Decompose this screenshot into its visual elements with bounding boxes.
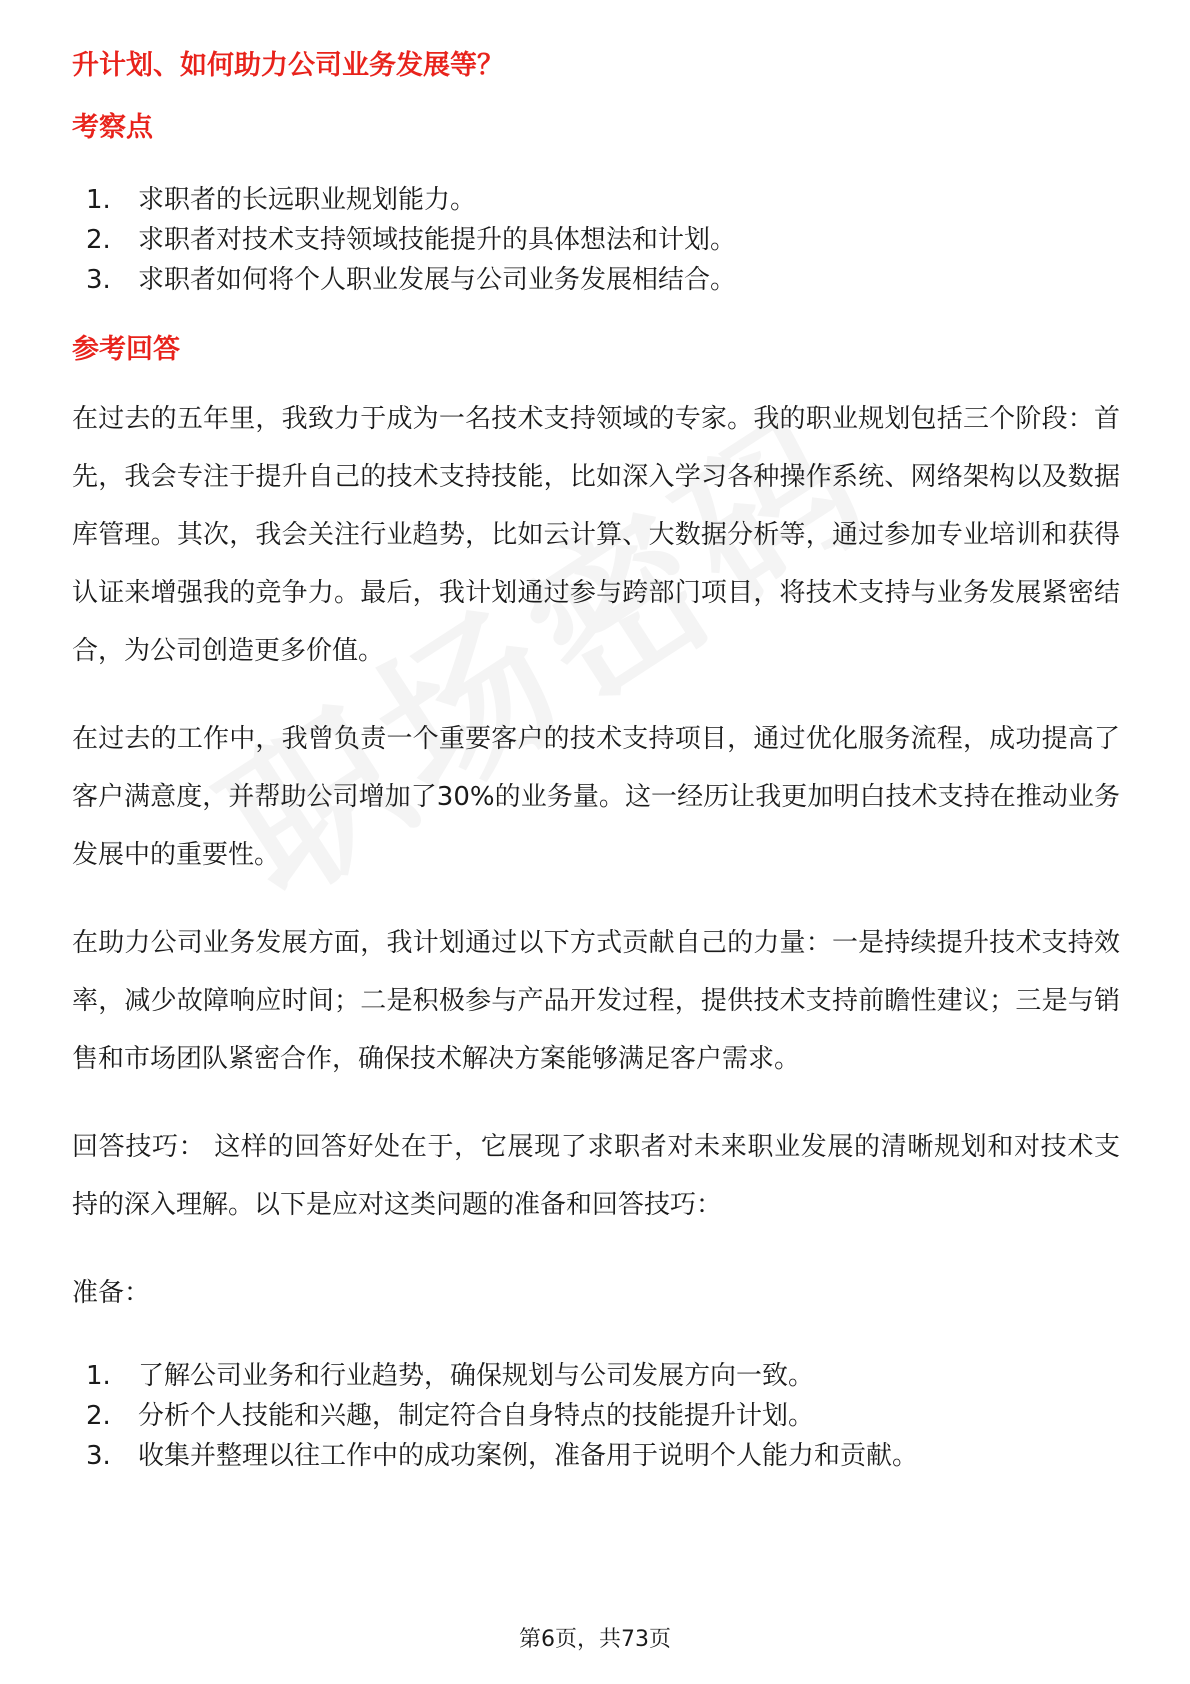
list-item <box>72 260 1120 300</box>
list-item-text: 收集并整理以往工作中的成功案例，准备用于说明个人能力和贡献。 <box>138 1441 919 1471</box>
list-number: 3. <box>86 265 111 295</box>
answer-paragraph: 在助力公司业务发展方面，我计划通过以下方式贡献自己的力量：一是持续提升技术支持效率，减少故障响应时间；二是积极参与产品开发过程，提供技术支持前瞻性建议；三是与销售和市场团队紧密合作，确保技术解决方案能够满足客户需求。 <box>72 928 1120 1074</box>
prep-list <box>72 1356 1120 1476</box>
prep-label: 准备： <box>72 1278 151 1308</box>
list-item-text: 求职者的长远职业规划能力。 <box>138 185 477 215</box>
list-item <box>72 1436 1120 1476</box>
list-item-text: 分析个人技能和兴趣，制定符合自身特点的技能提升计划。 <box>138 1401 815 1431</box>
section-heading-points: 考察点 <box>72 112 153 143</box>
tips-paragraph: 回答技巧： 这样的回答好处在于，它展现了求职者对未来职业发展的清晰规划和对技术支持的深入理解。以下是应对这类问题的准备和回答技巧： <box>72 1132 1120 1220</box>
page-content <box>72 46 1120 1476</box>
list-number: 1. <box>86 185 111 215</box>
answer-paragraph: 在过去的工作中，我曾负责一个重要客户的技术支持项目，通过优化服务流程，成功提高了客户满意度，并帮助公司增加了30%的业务量。这一经历让我更加明白技术支持在推动业务发展中的重要性。 <box>72 724 1120 870</box>
list-number: 2. <box>86 1401 111 1431</box>
list-number: 2. <box>86 225 111 255</box>
list-item <box>72 1396 1120 1436</box>
list-item <box>72 180 1120 220</box>
answer-paragraph: 在过去的五年里，我致力于成为一名技术支持领域的专家。我的职业规划包括三个阶段：首先，我会专注于提升自己的技术支持技能，比如深入学习各种操作系统、网络架构以及数据库管理。其次，我会关注行业趋势，比如云计算、大数据分析等，通过参加专业培训和获得认证来增强我的竞争力。最后，我计划通过参与跨部门项目，将技术支持与业务发展紧密结合，为公司创造更多价值。 <box>72 404 1120 666</box>
question-title-continuation: 升计划、如何助力公司业务发展等？ <box>72 50 504 81</box>
list-item <box>72 1356 1120 1396</box>
section-heading-answer: 参考回答 <box>72 334 180 365</box>
list-number: 3. <box>86 1441 111 1471</box>
list-item-text: 求职者对技术支持领域技能提升的具体想法和计划。 <box>138 225 737 255</box>
page-number-footer: 第6页，共73页 <box>519 1627 671 1652</box>
list-item-text: 求职者如何将个人职业发展与公司业务发展相结合。 <box>138 265 737 295</box>
list-item <box>72 220 1120 260</box>
list-number: 1. <box>86 1361 111 1391</box>
list-item-text: 了解公司业务和行业趋势，确保规划与公司发展方向一致。 <box>138 1361 815 1391</box>
points-list <box>72 180 1120 300</box>
